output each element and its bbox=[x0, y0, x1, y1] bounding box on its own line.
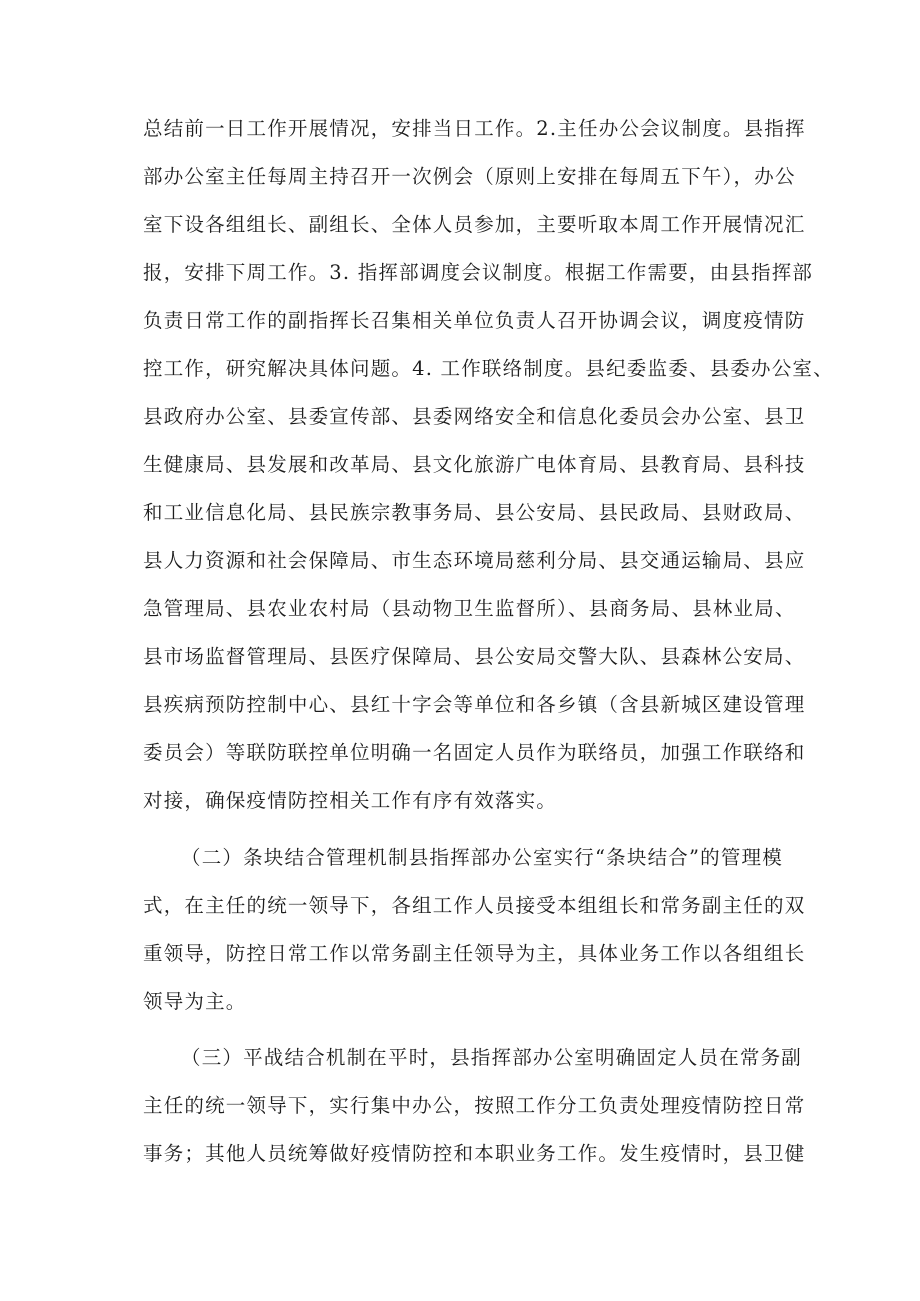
text-line: 急管理局、县农业农村局（县动物卫生监督所）、县商务局、县林业局、 bbox=[143, 597, 796, 620]
text-line: 领导为主。 bbox=[143, 990, 247, 1013]
text-line: 生健康局、县发展和改革局、县文化旅游广电体育局、县教育局、县科技 bbox=[143, 453, 806, 476]
text-line: 和工业信息化局、县民族宗教事务局、县公安局、县民政局、县财政局、 bbox=[143, 501, 806, 524]
text-line: 对接，确保疫情防控相关工作有序有效落实。 bbox=[143, 789, 558, 812]
text-line: 县人力资源和社会保障局、市生态环境局慈利分局、县交通运输局、县应 bbox=[143, 549, 806, 572]
text-line: 室下设各组组长、副组长、全体人员参加，主要听取本周工作开展情况汇 bbox=[143, 213, 806, 236]
text-line: 部办公室主任每周主持召开一次例会（原则上安排在每周五下午），办公 bbox=[143, 165, 796, 188]
text-line: 重领导，防控日常工作以常务副主任领导为主，具体业务工作以各组组长 bbox=[143, 942, 806, 965]
paragraph-heading-line: （二）条块结合管理机制县指挥部办公室实行“条块结合”的管理模 bbox=[181, 846, 783, 869]
text-line: 委员会）等联防联控单位明确一名固定人员作为联络员，加强工作联络和 bbox=[143, 741, 806, 764]
text-line: 事务；其他人员统筹做好疫情防控和本职业务工作。发生疫情时，县卫健 bbox=[143, 1142, 806, 1165]
text-line: 式，在主任的统一领导下，各组工作人员接受本组组长和常务副主任的双 bbox=[143, 894, 806, 917]
text-line: 县政府办公室、县委宣传部、县委网络安全和信息化委员会办公室、县卫 bbox=[143, 405, 806, 428]
paragraph-heading-line: （三）平战结合机制在平时，县指挥部办公室明确固定人员在常务副 bbox=[181, 1046, 803, 1069]
text-line: 县市场监督管理局、县医疗保障局、县公安局交警大队、县森林公安局、 bbox=[143, 645, 806, 668]
text-line: 报，安排下周工作。3. 指挥部调度会议制度。根据工作需要，由县指挥部 bbox=[143, 261, 814, 284]
text-line: 主任的统一领导下，实行集中办公，按照工作分工负责处理疫情防控日常 bbox=[143, 1094, 806, 1117]
text-line: 负责日常工作的副指挥长召集相关单位负责人召开协调会议，调度疫情防 bbox=[143, 309, 806, 332]
text-line: 控工作，研究解决具体问题。4. 工作联络制度。县纪委监委、县委办公室、 bbox=[143, 357, 834, 380]
text-line: 县疾病预防控制中心、县红十字会等单位和各乡镇（含县新城区建设管理 bbox=[143, 693, 806, 716]
text-line: 总结前一日工作开展情况，安排当日工作。2.主任办公会议制度。县指挥 bbox=[143, 117, 806, 140]
